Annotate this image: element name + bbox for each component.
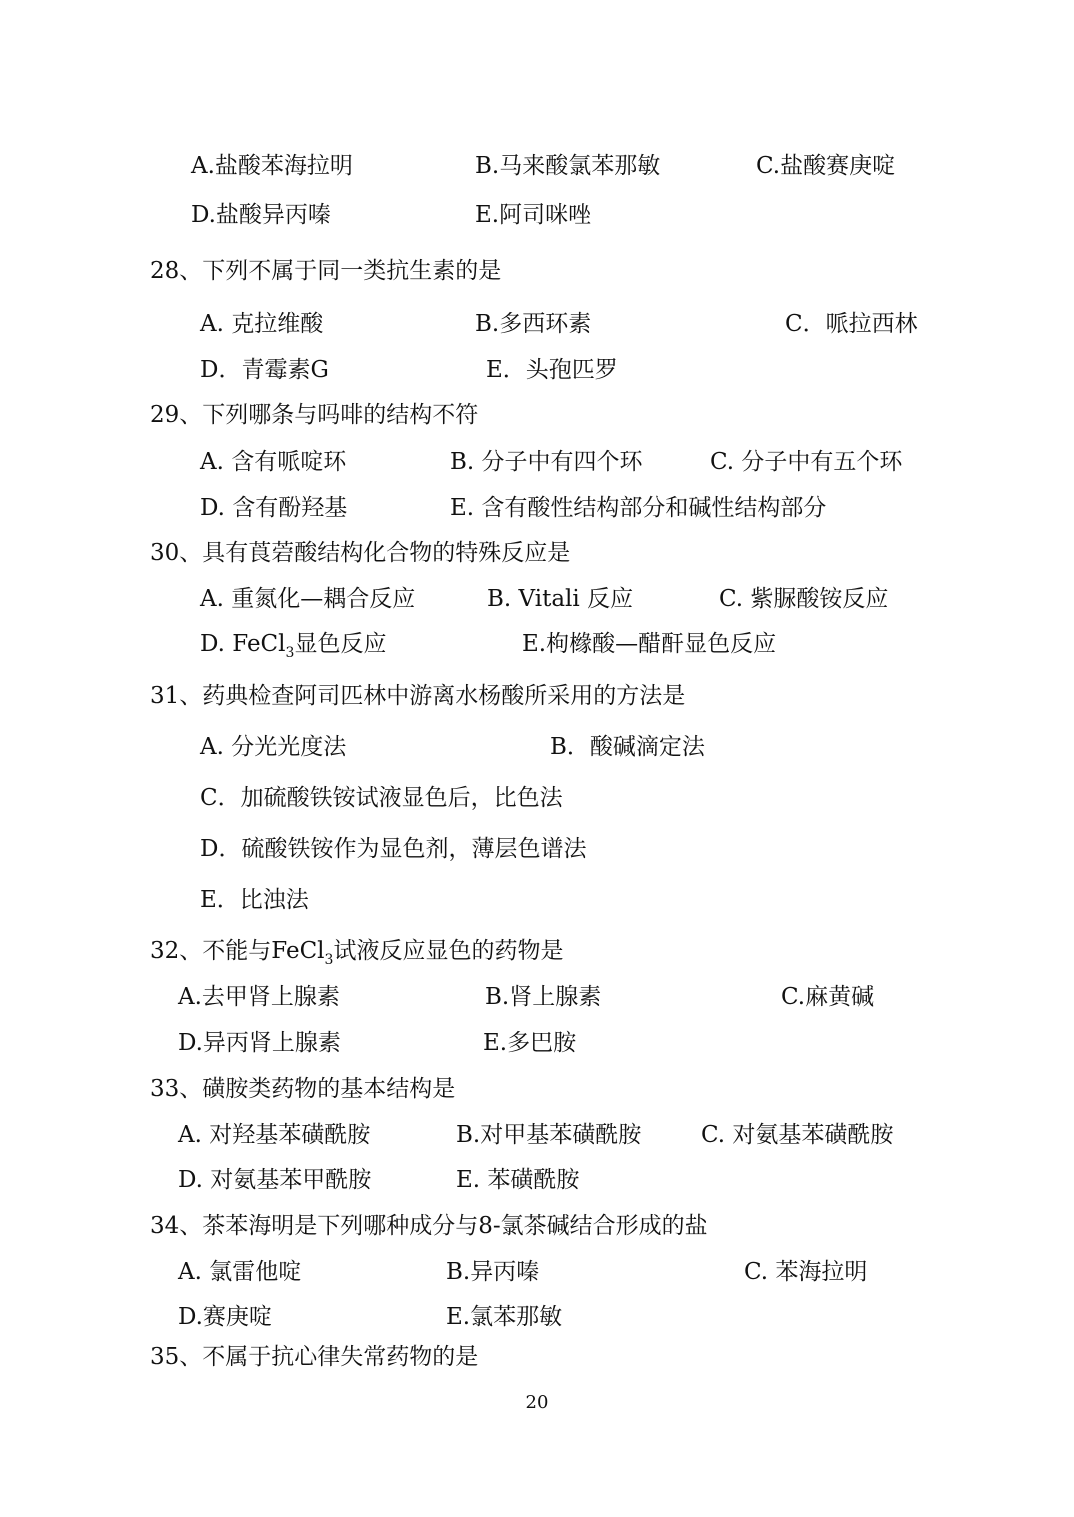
q34-option-d: D.赛庚啶 [178, 1304, 272, 1330]
q27-option-b: B.马来酸氯苯那敏 [475, 153, 661, 179]
q33-option-c: C. 对氨基苯磺酰胺 [701, 1122, 894, 1148]
q29-option-b: B. 分子中有四个环 [450, 449, 643, 475]
q33-option-d: D. 对氨基苯甲酰胺 [178, 1167, 372, 1193]
q27-option-c: C.盐酸赛庚啶 [756, 153, 896, 179]
q34-option-c: C. 苯海拉明 [744, 1259, 868, 1285]
question-34-stem: 34、茶苯海明是下列哪种成分与8-氯茶碱结合形成的盐 [150, 1213, 708, 1239]
q29-option-c: C. 分子中有五个环 [710, 449, 903, 475]
q33-option-b: B.对甲基苯磺酰胺 [456, 1122, 642, 1148]
question-35-stem: 35、不属于抗心律失常药物的是 [150, 1344, 479, 1370]
q30-option-e: E.枸橼酸—醋酐显色反应 [522, 631, 777, 657]
question-32-stem [150, 937, 563, 968]
question-31-stem: 31、药典检查阿司匹林中游离水杨酸所采用的方法是 [150, 683, 686, 709]
q32-option-c: C.麻黄碱 [781, 984, 875, 1010]
q34-option-e: E.氯苯那敏 [446, 1304, 563, 1330]
q34-option-a: A. 氯雷他啶 [178, 1259, 302, 1285]
q32-option-b: B.肾上腺素 [485, 984, 602, 1010]
q32-option-e: E.多巴胺 [483, 1030, 577, 1056]
q30-option-d-prefix: D. FeCl [200, 631, 286, 657]
q31-option-d: D．硫酸铁铵作为显色剂，薄层色谱法 [200, 836, 587, 862]
q31-option-a: A. 分光光度法 [200, 734, 347, 760]
q30-option-a: A. 重氮化—耦合反应 [200, 586, 416, 612]
page-number: 20 [525, 1392, 549, 1413]
q31-option-e: E．比浊法 [200, 887, 309, 913]
q34-option-b: B.异丙嗪 [446, 1259, 540, 1285]
q33-option-e: E. 苯磺酰胺 [456, 1167, 580, 1193]
q31-option-b: B．酸碱滴定法 [550, 734, 705, 760]
q27-option-a: A.盐酸苯海拉明 [191, 153, 353, 179]
q30-option-c: C. 紫脲酸铵反应 [719, 586, 889, 612]
question-30-stem: 30、具有莨菪酸结构化合物的特殊反应是 [150, 540, 571, 566]
q32-stem-subscript: 3 [324, 952, 334, 968]
question-29-stem: 29、下列哪条与吗啡的结构不符 [150, 402, 479, 428]
q27-option-d: D.盐酸异丙嗪 [191, 202, 331, 228]
q29-option-a: A. 含有哌啶环 [200, 449, 347, 475]
q28-option-c: C．哌拉西林 [785, 311, 918, 337]
q27-option-e: E.阿司咪唑 [475, 202, 592, 228]
q32-stem-suffix: 试液反应显色的药物是 [333, 938, 564, 964]
q28-option-e: E．头孢匹罗 [486, 357, 618, 383]
question-33-stem: 33、磺胺类药物的基本结构是 [150, 1076, 456, 1102]
q28-option-b: B.多西环素 [475, 311, 592, 337]
q30-option-d-subscript: 3 [285, 645, 295, 661]
q28-option-d: D．青霉素G [200, 357, 329, 383]
q30-option-b: B. Vitali 反应 [487, 586, 634, 612]
question-28-stem: 28、下列不属于同一类抗生素的是 [150, 258, 502, 284]
q28-option-a: A. 克拉维酸 [200, 311, 324, 337]
q29-option-e: E. 含有酸性结构部分和碱性结构部分 [450, 495, 827, 521]
q30-option-d [200, 630, 386, 661]
q32-stem-prefix: 32、不能与FeCl [150, 938, 325, 964]
q30-option-d-suffix: 显色反应 [294, 631, 387, 657]
q33-option-a: A. 对羟基苯磺酰胺 [178, 1122, 371, 1148]
q31-option-c: C．加硫酸铁铵试液显色后，比色法 [200, 785, 563, 811]
q32-option-a: A.去甲肾上腺素 [178, 984, 340, 1010]
q32-option-d: D.异丙肾上腺素 [178, 1030, 341, 1056]
q29-option-d: D. 含有酚羟基 [200, 495, 348, 521]
